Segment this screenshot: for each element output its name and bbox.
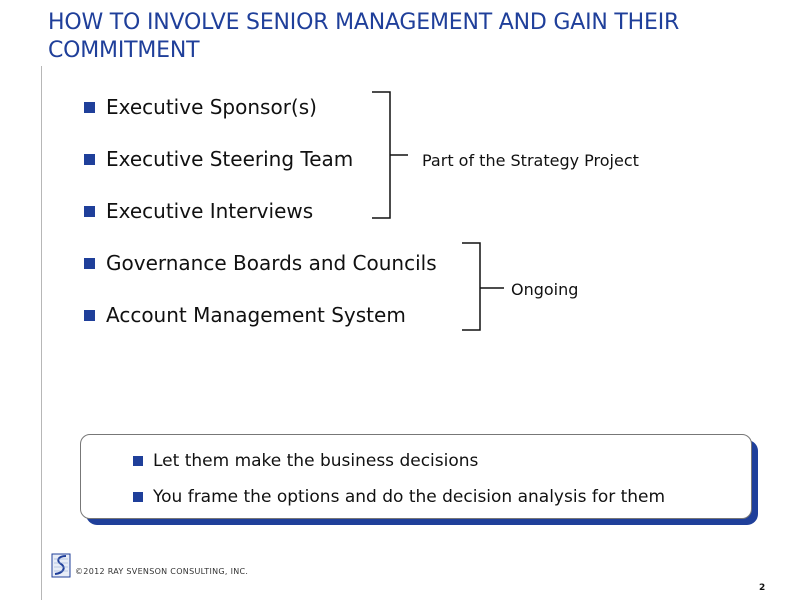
bullet-label: Account Management System (106, 303, 406, 327)
slide-title: HOW TO INVOLVE SENIOR MANAGEMENT AND GAIN THEIR COMMITMENT (48, 10, 680, 63)
bullet-label: Executive Sponsor(s) (106, 95, 317, 119)
strategy-brace (372, 92, 408, 218)
ongoing-note: Ongoing (511, 280, 579, 299)
page-number: 2 (759, 583, 766, 593)
callout-label: Let them make the business decisions (153, 451, 479, 471)
callout-box (80, 434, 752, 519)
bullet-label: Executive Interviews (106, 199, 314, 223)
square-bullet-icon (133, 456, 143, 466)
callout-item (133, 451, 478, 471)
company-logo-icon (50, 551, 72, 579)
callout-item (133, 487, 665, 507)
bullet-label: Governance Boards and Councils (106, 251, 437, 275)
bullet-label: Executive Steering Team (106, 147, 354, 171)
ongoing-brace (462, 243, 504, 330)
square-bullet-icon (133, 492, 143, 502)
callout-label: You frame the options and do the decision analysis for them (153, 487, 666, 507)
copyright-text: ©2012 RAY SVENSON CONSULTING, INC. (75, 567, 249, 576)
strategy-project-note: Part of the Strategy Project (422, 151, 639, 170)
